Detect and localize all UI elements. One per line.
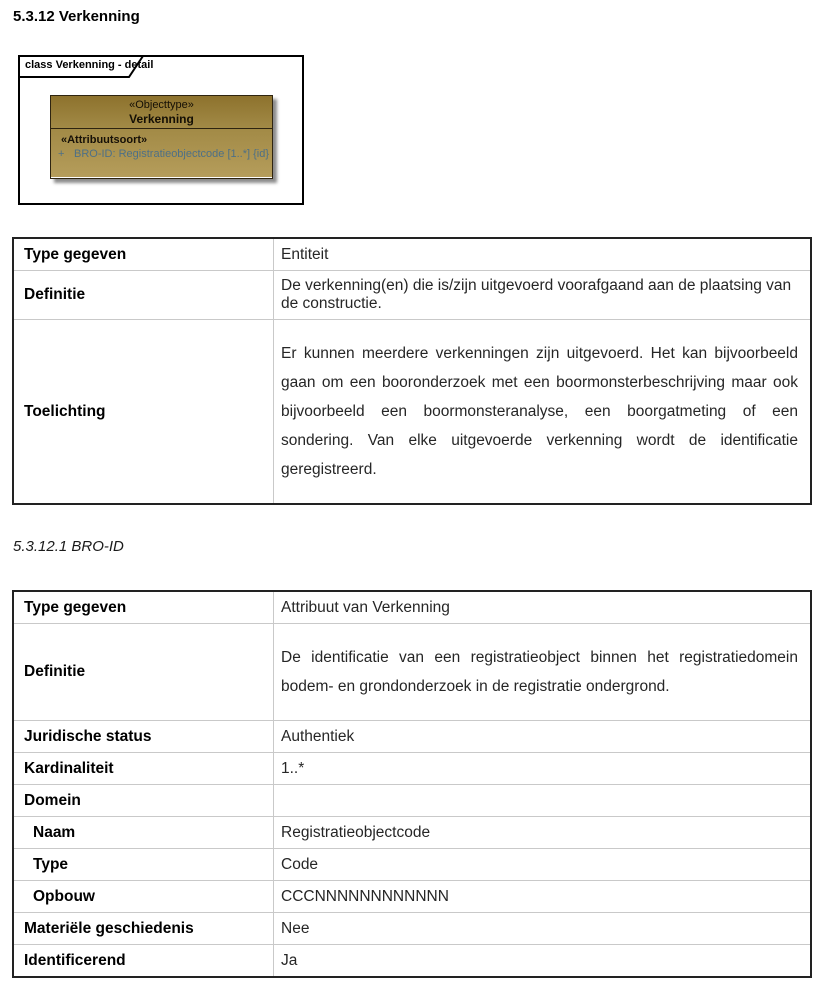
row-value: De identificatie van een registratieobject binnen het registratiedomein bodem- en grondonderzoek in de registratie ondergrond. <box>274 624 812 721</box>
row-label: Type gegeven <box>13 591 274 624</box>
row-label: Materiële geschiedenis <box>13 913 274 945</box>
row-label: Domein <box>13 785 274 817</box>
class-attributes-compartment <box>51 129 272 177</box>
table-row <box>13 913 811 945</box>
table-row <box>13 945 811 978</box>
row-label: Definitie <box>13 271 274 320</box>
row-label: Opbouw <box>13 881 274 913</box>
row-value: Entiteit <box>274 238 812 271</box>
table-row <box>13 753 811 785</box>
table-row <box>13 785 811 817</box>
table-row <box>13 849 811 881</box>
class-name: Verkenning <box>129 112 194 126</box>
row-label: Definitie <box>13 624 274 721</box>
row-label: Identificerend <box>13 945 274 978</box>
row-label: Naam <box>13 817 274 849</box>
row-value <box>274 785 812 817</box>
attribute-text: BRO-ID: Registratieobjectcode [1..*] {id} <box>74 148 270 160</box>
table-row <box>13 881 811 913</box>
table-row <box>13 721 811 753</box>
row-value: Er kunnen meerdere verkenningen zijn uitgevoerd. Het kan bijvoorbeeld gaan om een booronderzoek met een boormonsterbeschrijving maar ook bijvoorbeeld een boormonsteranalyse, een boorgatmeting of een sondering. Van elke uitgevoerde verkenning wordt de identificatie geregistreerd. <box>274 320 812 505</box>
row-label: Type gegeven <box>13 238 274 271</box>
attribute-table-body <box>13 591 811 977</box>
uml-frame-tab <box>18 55 154 78</box>
subsection-heading: 5.3.12.1 BRO-ID <box>13 538 124 555</box>
table-row <box>13 591 811 624</box>
row-value: 1..* <box>274 753 812 785</box>
row-value: CCCNNNNNNNNNNNN <box>274 881 812 913</box>
table-row <box>13 271 811 320</box>
row-label: Kardinaliteit <box>13 753 274 785</box>
row-value: De verkenning(en) die is/zijn uitgevoerd voorafgaand aan de plaatsing van de constructie. <box>274 271 812 320</box>
row-label: Toelichting <box>13 320 274 505</box>
attribute-stereotype: «Attribuutsoort» <box>61 134 148 146</box>
uml-diagram-frame <box>18 55 304 205</box>
entity-table-body <box>13 238 811 504</box>
attribute-definition-table <box>12 590 812 978</box>
table-row <box>13 817 811 849</box>
table-row <box>13 624 811 721</box>
entity-definition-table <box>12 237 812 505</box>
uml-class-verkenning <box>50 95 273 179</box>
row-label: Type <box>13 849 274 881</box>
attribute-visibility: + <box>58 148 65 160</box>
class-stereotype: «Objecttype» <box>129 99 194 111</box>
frame-tab-label: class Verkenning - detail <box>25 59 154 71</box>
row-value: Authentiek <box>274 721 812 753</box>
table-row <box>13 238 811 271</box>
class-header <box>51 96 272 129</box>
row-value: Nee <box>274 913 812 945</box>
table-row <box>13 320 811 505</box>
row-value: Attribuut van Verkenning <box>274 591 812 624</box>
row-label: Juridische status <box>13 721 274 753</box>
row-value: Ja <box>274 945 812 978</box>
row-value: Code <box>274 849 812 881</box>
section-heading: 5.3.12 Verkenning <box>13 8 140 25</box>
row-value: Registratieobjectcode <box>274 817 812 849</box>
